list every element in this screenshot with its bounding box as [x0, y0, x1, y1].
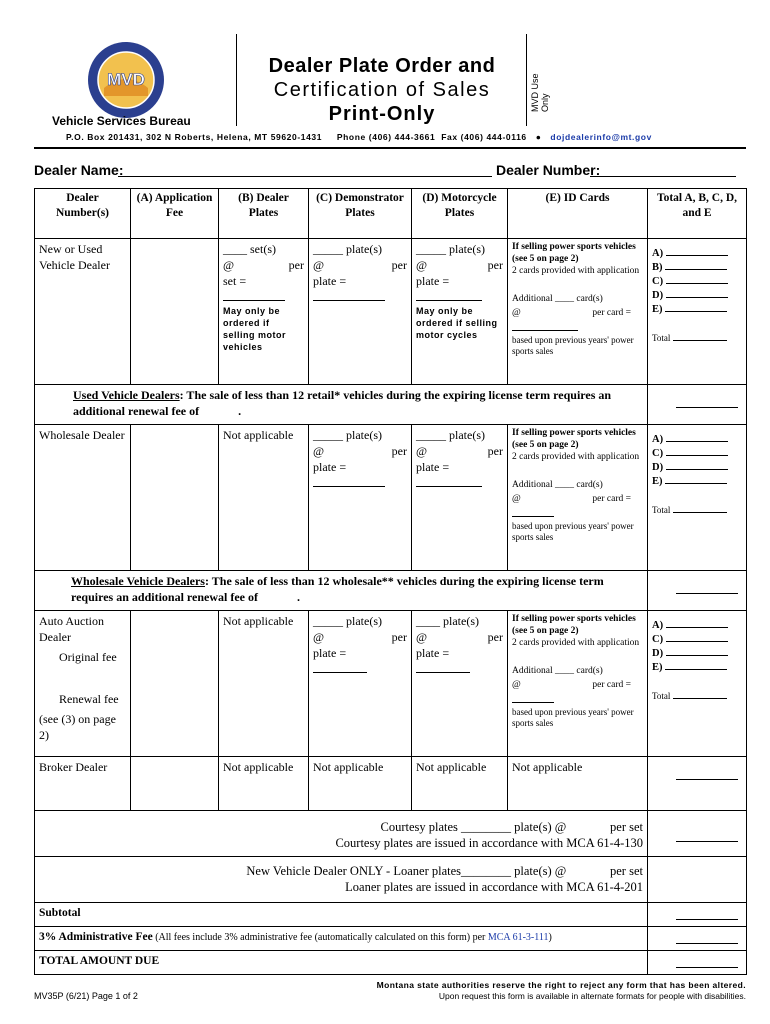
ws-c-at: @ [313, 444, 325, 458]
nu-e-based: based upon previous years' power sports sales [512, 335, 634, 356]
ws-total-c: C) [652, 448, 664, 459]
nu-b-note: May only be ordered if selling motor vehicles [223, 306, 287, 352]
ws-d-plates: _____ plate(s) [416, 428, 485, 442]
nu-b-set: set = [223, 274, 247, 288]
ws-total-d: D) [652, 462, 664, 473]
row-broker-dealer [35, 757, 747, 811]
row-wholesale-note [35, 571, 747, 611]
wholesale-label: Wholesale Dealer [35, 425, 131, 571]
auction-app-fee[interactable] [131, 611, 219, 757]
footer-reserve: Montana state authorities reserve the right to reject any form that has been altered. [376, 980, 746, 990]
ws-e-based: based upon previous years' power sports sales [512, 521, 634, 542]
loaner-cell[interactable] [35, 857, 648, 903]
ws-d-plate: plate = [416, 460, 450, 474]
new-used-dealer-plates[interactable] [219, 239, 309, 385]
ws-c-plate: plate = [313, 460, 347, 474]
au-e-at: @ [512, 680, 521, 690]
au-total-e: E) [652, 662, 663, 673]
email-link[interactable]: dojdealerinfo@mt.gov [550, 132, 652, 142]
new-used-demo-plates[interactable] [309, 239, 412, 385]
au-total-label: Total [652, 691, 671, 701]
ws-c-per: per [391, 444, 407, 458]
row-courtesy-plates [35, 811, 747, 857]
au-d-per: per [487, 630, 503, 644]
broker-id-cards: Not applicable [508, 757, 648, 811]
courtesy-cell[interactable] [35, 811, 648, 857]
ws-c-plates: _____ plate(s) [313, 428, 382, 442]
used-note: Used Vehicle Dealers: The sale of less than 12 retail* vehicles during the expiring license term requires an additional renewal fee of . [35, 385, 648, 425]
dealer-name-field[interactable] [118, 176, 492, 177]
wholesale-totals[interactable] [648, 425, 747, 571]
nu-b-sets: ____ set(s) [223, 242, 276, 256]
au-c-per: per [391, 630, 407, 644]
ws-e-cards: 2 cards provided with application [512, 452, 640, 462]
auction-id-cards[interactable] [508, 611, 648, 757]
auction-moto-plates[interactable] [412, 611, 508, 757]
loaner-total[interactable] [648, 857, 747, 903]
au-e-if: If selling power sports vehicles (see 5 on page 2) [512, 614, 636, 636]
new-used-id-cards[interactable] [508, 239, 648, 385]
auction-demo-plates[interactable] [309, 611, 412, 757]
broker-total[interactable] [648, 757, 747, 811]
loaner-line1: New Vehicle Dealer ONLY - Loaner plates________ plate(s) @ per set [246, 864, 643, 878]
ws-e-additional: Additional ____ card(s) [512, 480, 603, 490]
form-id: MV35P (6/21) Page 1 of 2 [34, 991, 138, 1001]
nu-d-per: per [487, 258, 503, 272]
col-application-fee: (A) Application Fee [131, 189, 219, 239]
wholesale-dealer-plates: Not applicable [219, 425, 309, 571]
nu-c-per: per [391, 258, 407, 272]
total-due-field[interactable] [648, 951, 747, 975]
col-demonstrator-plates: (C) Demonstrator Plates [309, 189, 412, 239]
nu-total-label: Total [652, 333, 671, 343]
au-c-plate: plate = [313, 646, 347, 660]
mvd-logo [86, 40, 166, 120]
admin-fee-text: (All fees include 3% administrative fee (automatically calculated on this form) per [152, 932, 488, 943]
nu-total-e: E) [652, 304, 663, 315]
row-used-note [35, 385, 747, 425]
auction-renewal: Renewal fee [59, 692, 119, 706]
wholesale-demo-plates[interactable] [309, 425, 412, 571]
au-c-plates: _____ plate(s) [313, 614, 382, 628]
loaner-line2: Loaner plates are issued in accordance with MCA 61-4-201 [345, 880, 643, 894]
ws-d-per: per [487, 444, 503, 458]
nu-total-b: B) [652, 262, 663, 273]
col-total: Total A, B, C, D, and E [648, 189, 747, 239]
nu-d-at: @ [416, 258, 428, 272]
wholesale-moto-plates[interactable] [412, 425, 508, 571]
admin-fee-label: 3% Administrative Fee [39, 931, 153, 943]
ws-e-if: If selling power sports vehicles (see 5 on page 2) [512, 428, 636, 450]
logo-text: MVD [107, 70, 145, 89]
header-rule [34, 147, 746, 149]
au-e-based: based upon previous years' power sports sales [512, 707, 634, 728]
col-id-cards: (E) ID Cards [508, 189, 648, 239]
row-admin-fee [35, 927, 747, 951]
used-note-lead: Used Vehicle Dealers [73, 388, 180, 402]
nu-e-per: per card = [592, 308, 631, 318]
au-d-at: @ [416, 630, 428, 644]
courtesy-line1: Courtesy plates ________ plate(s) @ per set [380, 820, 643, 834]
nu-d-note: May only be ordered if selling motor cycles [416, 306, 498, 340]
broker-dealer-plates: Not applicable [219, 757, 309, 811]
admin-fee-cell [35, 927, 648, 951]
au-e-additional: Additional ____ card(s) [512, 666, 603, 676]
nu-d-plates: _____ plate(s) [416, 242, 485, 256]
nu-total-c: C) [652, 276, 664, 287]
used-note-rest: : The sale of less than 12 retail* vehicles during the expiring license term requires an additional renewal fee of [73, 388, 612, 418]
header-divider-right [526, 34, 527, 126]
au-total-a: A) [652, 620, 664, 631]
header-row [35, 189, 747, 239]
wholesale-note-rest: : The sale of less than 12 wholesale** vehicles during the expiring license term requires an additional renewal fee of [71, 574, 604, 604]
au-total-d: D) [652, 648, 664, 659]
row-new-used-dealer [35, 239, 747, 385]
new-used-moto-plates[interactable] [412, 239, 508, 385]
new-used-totals[interactable] [648, 239, 747, 385]
broker-label: Broker Dealer [35, 757, 131, 811]
broker-demo-plates: Not applicable [309, 757, 412, 811]
nu-total-d: D) [652, 290, 664, 301]
nu-b-at: @ [223, 258, 235, 272]
mvd-use-only-label: MVD Use Only [530, 73, 550, 112]
title-line-1: Dealer Plate Order and [268, 55, 496, 77]
nu-c-plate: plate = [313, 274, 347, 288]
admin-fee-field[interactable] [648, 927, 747, 951]
row-loaner-plates [35, 857, 747, 903]
new-used-label: New or Used Vehicle Dealer [35, 239, 131, 385]
col-motorcycle-plates: (D) Motorcycle Plates [412, 189, 508, 239]
col-dealer-plates: (B) Dealer Plates [219, 189, 309, 239]
broker-app-fee[interactable] [131, 757, 219, 811]
plate-order-table [34, 188, 747, 975]
nu-total-a: A) [652, 248, 664, 259]
nu-e-cards: 2 cards provided with application [512, 266, 640, 276]
auction-label: Auto Auction Dealer [39, 614, 104, 644]
footer-notice [300, 980, 746, 1002]
nu-e-additional: Additional ____ card(s) [512, 294, 603, 304]
auction-original: Original fee [59, 650, 117, 664]
au-e-per: per card = [592, 680, 631, 690]
contact-address [66, 132, 652, 142]
wholesale-note-total[interactable] [648, 571, 747, 611]
wholesale-id-cards[interactable] [508, 425, 648, 571]
au-total-c: C) [652, 634, 664, 645]
dealer-name-label: Dealer Name: [34, 162, 124, 178]
row-subtotal [35, 903, 747, 927]
dealer-number-field[interactable] [590, 176, 736, 177]
ws-total-e: E) [652, 476, 663, 487]
row-total-due [35, 951, 747, 975]
au-d-plate: plate = [416, 646, 450, 660]
nu-d-plate: plate = [416, 274, 450, 288]
nu-c-at: @ [313, 258, 325, 272]
address-text: P.O. Box 201431, 302 N Roberts, Helena, MT 59620-1431 Phone (406) 444-3661 Fax (406) 444-0116 [66, 132, 527, 142]
wholesale-note-lead: Wholesale Vehicle Dealers [71, 574, 205, 588]
title-line-2: Certification of Sales [273, 79, 491, 101]
au-d-plates: ____ plate(s) [416, 614, 479, 628]
auction-see: (see (3) on page 2) [39, 712, 116, 742]
wholesale-app-fee[interactable] [131, 425, 219, 571]
subtotal-field[interactable] [648, 903, 747, 927]
bullet-icon: ● [535, 132, 542, 142]
admin-fee-link[interactable]: MCA 61-3-111 [487, 932, 549, 943]
auction-dealer-plates: Not applicable [219, 611, 309, 757]
nu-c-plates: _____ plate(s) [313, 242, 382, 256]
dealer-number-label: Dealer Number: [496, 162, 601, 178]
nu-e-if: If selling power sports vehicles (see 5 on page 2) [512, 242, 636, 264]
ws-total-a: A) [652, 434, 664, 445]
auction-totals[interactable] [648, 611, 747, 757]
row-auto-auction-dealer [35, 611, 747, 757]
au-e-cards: 2 cards provided with application [512, 638, 640, 648]
broker-moto-plates: Not applicable [412, 757, 508, 811]
total-due-label: TOTAL AMOUNT DUE [35, 951, 648, 975]
ws-e-at: @ [512, 494, 521, 504]
auction-label-cell [35, 611, 131, 757]
admin-fee-close: ) [548, 932, 552, 943]
ws-e-per: per card = [592, 494, 631, 504]
wholesale-note: Wholesale Vehicle Dealers: The sale of less than 12 wholesale** vehicles during the expiring license term requires an additional renewal fee of . [35, 571, 648, 611]
courtesy-total[interactable] [648, 811, 747, 857]
form-title [240, 54, 524, 126]
ws-total-label: Total [652, 505, 671, 515]
new-used-app-fee[interactable] [131, 239, 219, 385]
row-wholesale-dealer [35, 425, 747, 571]
ws-d-at: @ [416, 444, 428, 458]
header-divider-left [236, 34, 237, 126]
courtesy-line2: Courtesy plates are issued in accordance with MCA 61-4-130 [335, 836, 643, 850]
nu-e-at: @ [512, 308, 521, 318]
col-dealer-number: Dealer Number(s) [35, 189, 131, 239]
title-line-3: Print-Only [328, 103, 436, 125]
subtotal-label: Subtotal [35, 903, 648, 927]
au-c-at: @ [313, 630, 325, 644]
used-note-total[interactable] [648, 385, 747, 425]
footer-alternate: Upon request this form is available in alternate formats for people with disabilities. [438, 991, 746, 1001]
bureau-name: Vehicle Services Bureau [52, 114, 191, 128]
nu-b-per: per [288, 258, 304, 272]
